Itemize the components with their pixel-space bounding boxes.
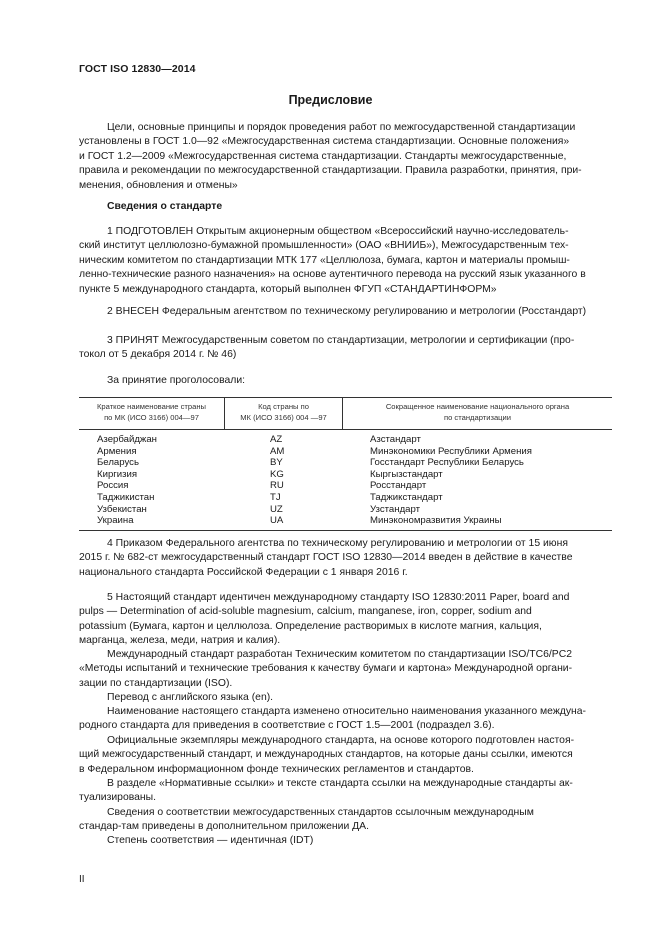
table-cell-country: Азербайджан (97, 434, 157, 445)
code-column (270, 434, 284, 527)
item-1-paragraph (79, 225, 612, 297)
text-line: «Методы испытаний и технические требования к качеству бумаги и картона» Международной органи- (79, 663, 573, 675)
text-line: 4 Приказом Федерального агентства по техническому регулированию и метрологии от 15 июня (107, 538, 568, 549)
text-line: национального стандарта Российской Федерации с 1 января 2016 г. (79, 566, 408, 578)
text-line: стандар-там приведены в дополнительном приложении ДА. (79, 821, 369, 833)
page-number: II (79, 874, 85, 885)
item-2-paragraph (79, 305, 612, 319)
text-line: Цели, основные принципы и порядок проведения работ по межгосударственной стандартизации (107, 122, 576, 133)
header-line: Краткое наименование страны (97, 402, 206, 411)
table-cell-code: BY (270, 457, 283, 469)
table-cell-body: Таджикстандарт (370, 491, 443, 503)
section-heading: Сведения о стандарте (107, 201, 223, 212)
text-line: 3 ПРИНЯТ Межгосударственным советом по стандартизации, метрологии и сертификации (про- (107, 335, 575, 346)
text-line: в Федеральном информационном фонде технических регламентов и стандартов. (79, 763, 474, 775)
table-cell-country: Украина (97, 515, 134, 527)
translation-paragraph (79, 691, 612, 705)
developer-paragraph (79, 648, 612, 691)
text-line: ленно-технические разного назначения» на основе аутентичного перевода на русский язык указанного в (79, 269, 586, 281)
table-cell-body: Госстандарт Республики Беларусь (370, 457, 524, 469)
degree-paragraph (79, 834, 612, 848)
table-cell-body: Узстандарт (370, 503, 421, 515)
text-line: родного стандарта для приведения в соответствие с ГОСТ 1.5—2001 (подраздел 3.6). (79, 720, 495, 732)
text-line: Наименование настоящего стандарта изменено относительно наименования указанного междуна- (107, 706, 587, 717)
text-line: токол от 5 декабря 2014 г. № 46) (79, 349, 237, 361)
text-line: Перевод с английского языка (en). (107, 692, 274, 703)
document-code: ГОСТ ISO 12830—2014 (79, 63, 196, 75)
vote-intro: За принятие проголосовали: (107, 375, 246, 386)
item-3-paragraph (79, 334, 612, 363)
text-line: potassium (Бумага, картон и целлюлоза. Определение растворимых в кислоте магния, кальция, (79, 620, 542, 632)
text-line: 1 ПОДГОТОВЛЕН Открытым акционерным обществом «Всероссийский научно-исследователь- (107, 226, 569, 237)
table-cell-code: TJ (270, 491, 281, 503)
text-line: ническим комитетом по стандартизации МТК 177 «Целлюлоза, бумага, картон и материалы промыш- (79, 254, 570, 266)
table-header-divider (79, 429, 612, 430)
text-line: Степень соответствия — идентичная (IDT) (107, 835, 314, 846)
text-line: марганца, железа, меди, натрия и калия). (79, 635, 281, 647)
text-line: менения, обновления и отмены» (79, 179, 238, 191)
table-cell-code: KG (270, 468, 284, 480)
table-cell-code: RU (270, 480, 284, 492)
table-cell-code: AM (270, 445, 285, 457)
text-line: В разделе «Нормативные ссылки» и тексте стандарта ссылки на международные стандарты ак- (107, 778, 573, 789)
header-line: по МК (ИСО 3166) 004—97 (104, 412, 199, 422)
page-title: Предисловие (288, 93, 373, 107)
table-cell-country: Киргизия (97, 468, 138, 480)
table-cell-body: Росстандарт (370, 480, 427, 492)
text-line: 2015 г. № 682-ст межгосударственный стандарт ГОСТ ISO 12830—2014 введен в действие в качестве (79, 552, 573, 564)
table-cell-body: Минэкономики Республики Армения (370, 445, 532, 457)
text-line: Официальные экземпляры международного стандарта, на основе которого подготовлен настоя- (107, 735, 575, 746)
text-line: 5 Настоящий стандарт идентичен международному стандарту ISO 12830:2011 Paper, board and (107, 592, 570, 603)
item-5-paragraph (79, 591, 612, 649)
table-cell-country: Узбекистан (97, 503, 147, 515)
table-cell-country: Россия (97, 480, 129, 492)
text-line: pulps — Determination of acid-soluble magnesium, calcium, manganese, iron, copper, sodium and (79, 606, 532, 618)
text-line: пункте 5 международного стандарта, который выполнен ФГУП «СТАНДАРТИНФОРМ» (79, 283, 497, 295)
naming-paragraph (79, 705, 612, 734)
text-line: правила и рекомендации по межгосударственной стандартизации. Правила разработки, принятия, при- (79, 165, 582, 177)
country-column (97, 434, 157, 527)
text-line: Международный стандарт разработан Техническим комитетом по стандартизации ISO/TC6/PC2 (107, 649, 572, 660)
copies-paragraph (79, 734, 612, 777)
table-cell-country: Таджикистан (97, 491, 155, 503)
header-line: Сокращенное наименование национального органа (385, 402, 570, 411)
text-line: ский институт целлюлозно-бумажной промышленности» (ОАО «ВНИИБ»), Межгосударственным тех- (79, 240, 569, 252)
table-cell-body: Минэкономразвития Украины (370, 515, 502, 527)
table-cell-country: Армения (97, 445, 137, 457)
text-line: щий межгосударственный стандарт, и международных стандартов, на которые даны ссылки, имеются (79, 749, 573, 761)
table-header-body (343, 402, 612, 423)
body-column (370, 434, 532, 527)
text-line: зации по стандартизации (ISO). (79, 677, 233, 689)
table-cell-country: Беларусь (97, 457, 139, 469)
table-cell-body: Кыргызстандарт (370, 468, 443, 480)
table-cell-code: UZ (270, 503, 283, 515)
voting-table (79, 397, 612, 531)
text-line: туализированы. (79, 792, 157, 804)
text-line: и ГОСТ 1.2—2009 «Межгосударственная система стандартизации. Стандарты межгосударственные, (79, 150, 567, 162)
intro-paragraph (79, 121, 612, 193)
references-paragraph (79, 777, 612, 806)
header-line: Код страны по (258, 402, 309, 411)
info-paragraph (79, 806, 612, 835)
table-cell-code: UA (270, 515, 284, 527)
table-header-code (225, 402, 342, 423)
text-line: Сведения о соответствии межгосударственных стандартов ссылочным международным (107, 807, 534, 818)
text-line: 2 ВНЕСЕН Федеральным агентством по техническому регулированию и метрологии (Росстандарт) (107, 306, 587, 317)
header-line: МК (ИСО 3166) 004 —97 (240, 412, 327, 422)
table-cell-body: Азстандарт (370, 434, 421, 445)
text-line: установлены в ГОСТ 1.0—92 «Межгосударственная система стандартизации. Основные положения» (79, 136, 570, 148)
item-4-paragraph (79, 537, 612, 580)
header-line: по стандартизации (443, 412, 512, 422)
table-header-country (79, 402, 224, 423)
table-cell-code: AZ (270, 434, 283, 445)
